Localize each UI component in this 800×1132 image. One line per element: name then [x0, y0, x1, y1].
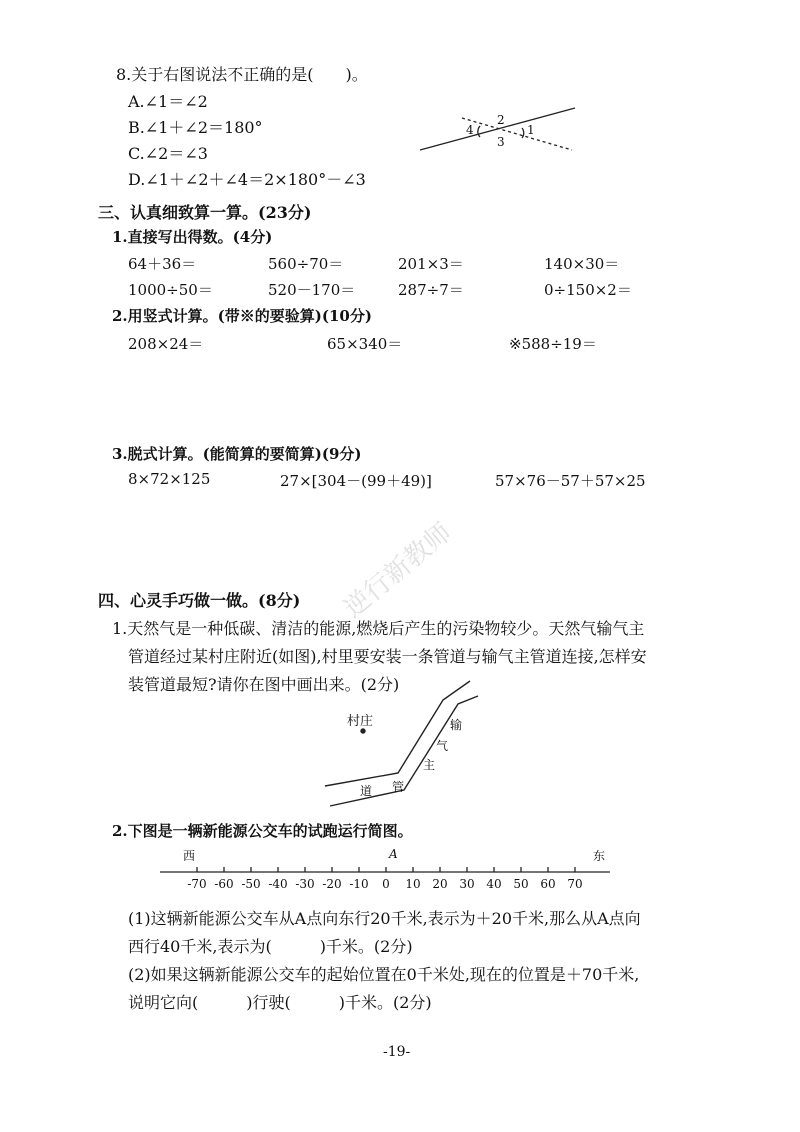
number-line-tick-label: -40 — [268, 877, 288, 891]
number-line-tick-label: -10 — [349, 877, 369, 891]
number-line-tick-label: 50 — [513, 877, 529, 891]
number-line-tick-label: 40 — [486, 877, 502, 891]
village-label: 村庄 — [347, 714, 374, 729]
village-dot — [361, 729, 365, 733]
q8-title: 8.关于右图说法不正确的是( )。 — [116, 65, 368, 84]
page-number: -19- — [383, 1044, 411, 1060]
stepwise-calc-item: 57×76－57＋57×25 — [495, 472, 646, 490]
s3-p1-title: 1.直接写出得数。(4分) — [112, 228, 273, 246]
number-line-ticks — [197, 867, 575, 872]
number-line-tick-label: 60 — [540, 877, 556, 891]
number-line-tick-label: 20 — [432, 877, 448, 891]
number-line-tick-label: 10 — [405, 877, 421, 891]
calc-item: 520－170＝ — [268, 281, 356, 299]
number-line-tick-label: -70 — [187, 877, 207, 891]
section-3-heading: 三、认真细致算一算。(23分) — [98, 203, 312, 222]
angle-arc-4 — [478, 126, 480, 137]
calc-item: 64＋36＝ — [128, 255, 197, 273]
pipe-outer-edge — [325, 681, 470, 786]
watermark: 逆行新教师 — [338, 517, 458, 625]
pipe-char-zhu: 主 — [423, 758, 436, 772]
stepwise-calc-item: 8×72×125 — [128, 470, 211, 488]
section-4-heading: 四、心灵手巧做一做。(8分) — [98, 591, 301, 610]
point-a-label: A — [389, 847, 398, 861]
q8-option-d: D.∠1＋∠2＋∠4＝2×180°－∠3 — [128, 170, 366, 189]
number-line — [160, 867, 610, 872]
calc-item: 140×30＝ — [544, 255, 620, 273]
calc-item: 0÷150×2＝ — [544, 281, 632, 299]
q8-option-a: A.∠1＝∠2 — [128, 92, 208, 111]
angle-label-4: 4 — [466, 123, 474, 137]
vertical-calc-item: ※588÷19＝ — [509, 335, 597, 353]
pipe-char-qi: 气 — [436, 739, 449, 753]
angle-label-1: 1 — [527, 123, 535, 137]
calc-item: 560÷70＝ — [268, 255, 344, 273]
pipe-char-shu: 输 — [450, 718, 463, 732]
number-line-tick-label: -30 — [295, 877, 315, 891]
pipe-char-guan: 管 — [392, 780, 405, 794]
calc-item: 287÷7＝ — [398, 281, 464, 299]
number-line-tick-label: 0 — [382, 877, 390, 891]
number-line-tick-label: 70 — [567, 877, 583, 891]
q8-option-c: C.∠2＝∠3 — [128, 144, 208, 163]
q8-option-b: B.∠1＋∠2＝180° — [128, 118, 263, 137]
pipe-char-dao: 道 — [360, 784, 373, 798]
direction-west: 西 — [183, 849, 196, 863]
s4-p1-line-1: 1.天然气是一种低碳、清洁的能源,燃烧后产生的污染物较少。天然气输气主 — [112, 619, 645, 638]
number-line-tick-label: -60 — [214, 877, 234, 891]
s4-p2-q2-line-2: 说明它向( )行驶( )千米。(2分) — [128, 993, 432, 1012]
s4-p1-line-2: 管道经过某村庄附近(如图),村里要安装一条管道与输气主管道连接,怎样安 — [128, 647, 647, 666]
angle-label-3: 3 — [497, 135, 505, 149]
calc-item: 201×3＝ — [398, 255, 464, 273]
angle-label-2: 2 — [497, 113, 505, 127]
stepwise-calc-item: 27×[304－(99＋49)] — [280, 472, 432, 490]
calc-item: 1000÷50＝ — [128, 281, 213, 299]
number-line-tick-label: -20 — [322, 877, 342, 891]
s4-p2-q1-line-1: (1)这辆新能源公交车从A点向东行20千米,表示为＋20千米,那么从A点向 — [128, 909, 641, 928]
s4-p2-q2-line-1: (2)如果这辆新能源公交车的起始位置在0千米处,现在的位置是＋70千米, — [128, 965, 640, 984]
s4-p2-q1-line-2: 西行40千米,表示为( )千米。(2分) — [128, 937, 413, 956]
number-line-tick-label: 30 — [459, 877, 475, 891]
angle-arc-1 — [522, 128, 524, 138]
s4-p1-line-3: 装管道最短?请你在图中画出来。(2分) — [128, 675, 400, 694]
number-line-tick-label: -50 — [241, 877, 261, 891]
s4-p2-title: 2.下图是一辆新能源公交车的试跑运行简图。 — [112, 822, 413, 840]
vertical-calc-item: 208×24＝ — [128, 335, 204, 353]
vertical-calc-item: 65×340＝ — [327, 335, 403, 353]
direction-east: 东 — [593, 849, 606, 863]
s3-p2-title: 2.用竖式计算。(带※的要验算)(10分) — [112, 307, 372, 325]
s3-p3-title: 3.脱式计算。(能简算的要简算)(9分) — [112, 445, 362, 463]
